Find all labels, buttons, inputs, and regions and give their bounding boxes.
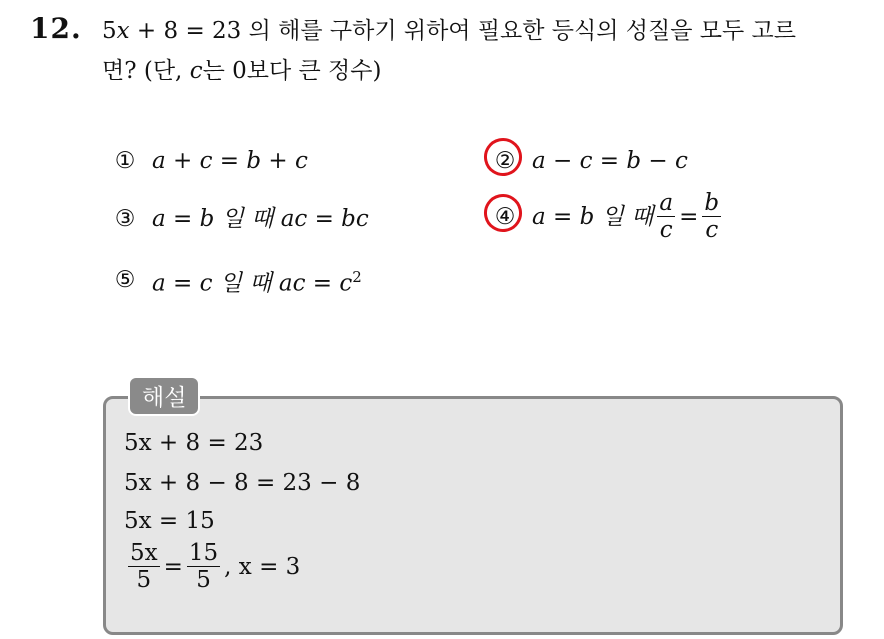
choice-text: a + c = b + c — [152, 148, 308, 174]
red-circle-mark — [480, 134, 525, 179]
q1-post: + 8 = 23 의 해를 구하기 위하여 필요한 등식의 성질을 모두 고르 — [129, 18, 796, 44]
denominator: 5 — [196, 567, 211, 593]
choice-text: a = b 일 때 — [532, 203, 654, 230]
q1-pre: 5 — [102, 18, 117, 44]
equals-sign: = — [163, 553, 183, 580]
choice-3[interactable] — [110, 204, 369, 234]
question-line-1 — [102, 16, 796, 46]
equals-sign: = — [679, 203, 699, 230]
choice-number: ③ — [114, 206, 136, 232]
choice-num-text: ② — [494, 148, 516, 174]
choice-number: ⑤ — [114, 267, 136, 294]
numerator: b — [704, 190, 720, 216]
question-number: 12. — [30, 12, 82, 45]
solution-tag: 해설 — [128, 376, 200, 416]
choice-number — [490, 202, 520, 232]
choice-text — [152, 262, 362, 299]
solution-line-2: 5x + 8 − 8 = 23 − 8 — [124, 470, 361, 496]
fraction-5x-over-5 — [128, 540, 160, 593]
choice-5[interactable] — [110, 262, 362, 299]
choice-number — [490, 146, 520, 176]
denominator: c — [659, 217, 673, 243]
solution-line-1: 5x + 8 = 23 — [124, 430, 264, 456]
numerator: 5x — [130, 540, 158, 566]
fraction-b-over-c — [702, 190, 721, 243]
numerator: a — [659, 190, 674, 216]
choice-number: ① — [114, 148, 136, 174]
q2-var: c — [189, 58, 203, 84]
choice-2[interactable] — [490, 146, 688, 176]
solution-line-4 — [124, 540, 300, 593]
denominator: 5 — [136, 567, 152, 593]
fraction-15-over-5 — [187, 540, 220, 593]
solution-result: , x = 3 — [224, 553, 301, 580]
choice-1[interactable] — [110, 146, 308, 176]
choice-text: a − c = b − c — [532, 148, 688, 174]
question-line-2 — [102, 56, 381, 86]
choice-text-main: a = c 일 때 ac = c — [152, 270, 353, 297]
fraction-a-over-c — [657, 190, 675, 243]
numerator: 15 — [188, 540, 219, 566]
q2-pre: 면? (단, — [102, 58, 190, 84]
solution-line-3: 5x = 15 — [124, 508, 215, 534]
exponent: 2 — [352, 268, 362, 286]
denominator: c — [705, 217, 719, 243]
choice-num-text: ④ — [494, 203, 516, 230]
q2-post: 는 0보다 큰 정수) — [202, 58, 382, 84]
choice-text: a = b 일 때 ac = bc — [152, 206, 369, 232]
q1-var: x — [116, 18, 130, 44]
red-circle-mark — [480, 190, 525, 235]
choice-4[interactable] — [490, 190, 725, 243]
